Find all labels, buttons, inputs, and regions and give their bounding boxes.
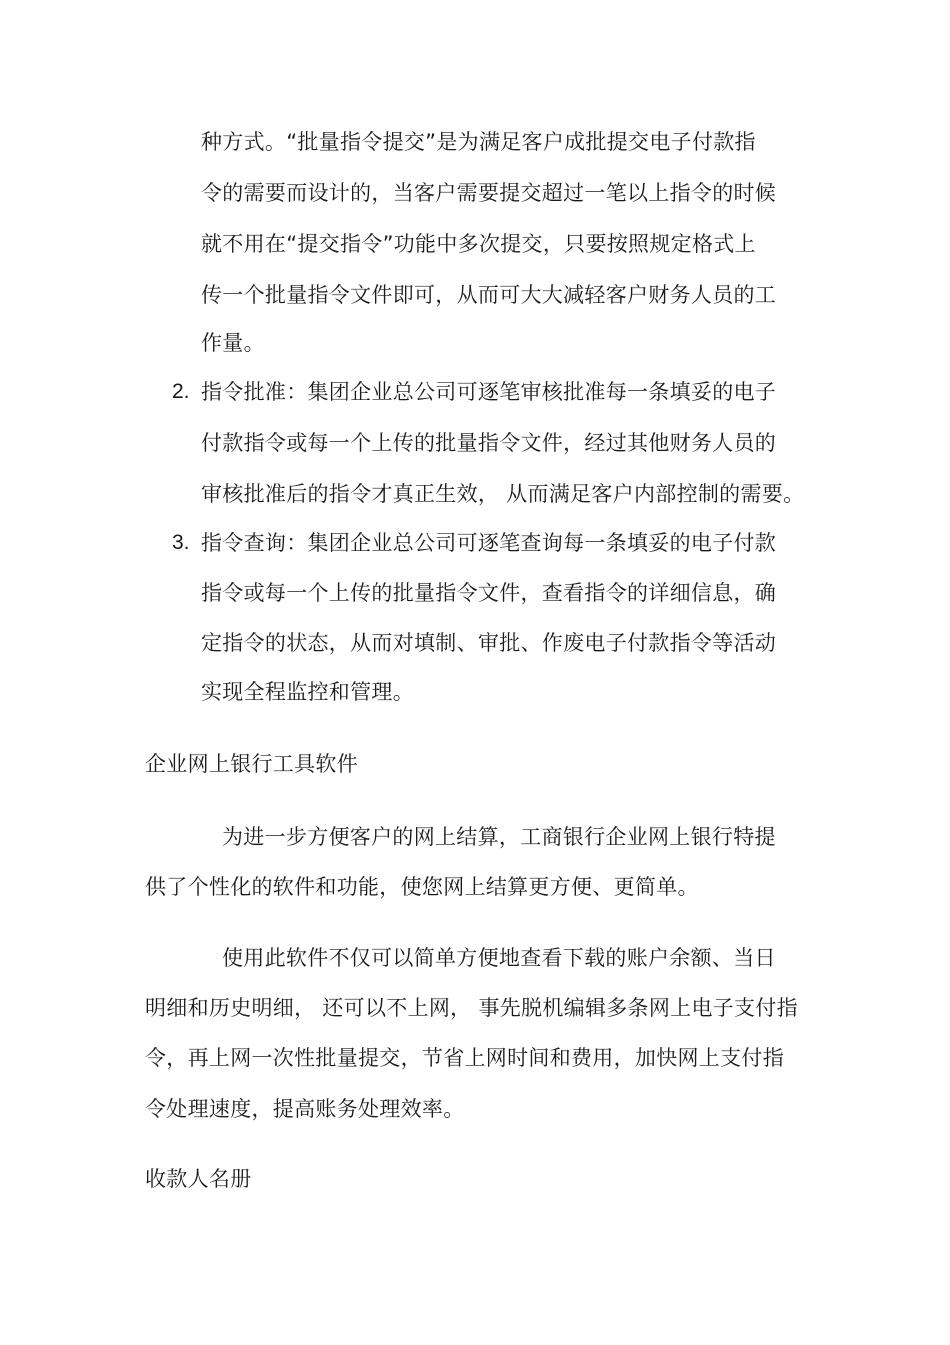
list-item-3-line-3: 定指令的状态，从而对填制、审批、作废电子付款指令等活动 [201, 631, 777, 655]
paragraph-2-line-3: 令，再上网一次性批量提交，节省上网时间和费用，加快网上支付指 [145, 1046, 784, 1070]
list-item-2-line-2: 付款指令或每一个上传的批量指令文件，经过其他财务人员的 [201, 431, 777, 455]
paragraph-2-line-1: 使用此软件不仅可以简单方便地查看下载的账户余额、当日 [222, 946, 776, 970]
list-item-2-line-3: 审核批准后的指令才真正生效， 从而满足客户内部控制的需要。 [201, 482, 805, 506]
list-item-1-line-3: 就不用在“提交指令”功能中多次提交，只要按照规定格式上 [201, 232, 756, 256]
list-item-1-line-1: 种方式。“批量指令提交”是为满足客户成批提交电子付款指 [201, 130, 756, 154]
list-item-1-line-4: 传一个批量指令文件即可，从而可大大减轻客户财务人员的工 [201, 283, 777, 307]
list-item-1-line-2: 令的需要而设计的，当客户需要提交超过一笔以上指令的时候 [201, 181, 777, 205]
list-item-1-line-5: 作量。 [201, 331, 265, 355]
paragraph-1-line-1: 为进一步方便客户的网上结算，工商银行企业网上银行特提 [222, 825, 776, 849]
section-heading-payee: 收款人名册 [145, 1167, 252, 1191]
list-item-3-line-1: 指令查询：集团企业总公司可逐笔查询每一条填妥的电子付款 [201, 531, 777, 555]
paragraph-2-line-2: 明细和历史明细， 还可以不上网， 事先脱机编辑多条网上电子支付指 [145, 996, 798, 1020]
list-item-3-number: 3. [172, 531, 190, 554]
list-item-2-number: 2. [172, 380, 190, 403]
section-heading-tools: 企业网上银行工具软件 [145, 752, 358, 776]
paragraph-2-line-4: 令处理速度，提高账务处理效率。 [145, 1097, 465, 1121]
list-item-3-line-2: 指令或每一个上传的批量指令文件，查看指令的详细信息，确 [201, 581, 777, 605]
list-item-2-line-1: 指令批准：集团企业总公司可逐笔审核批准每一条填妥的电子 [201, 380, 777, 404]
list-item-3-line-4: 实现全程监控和管理。 [201, 680, 414, 704]
paragraph-1-line-2: 供了个性化的软件和功能，使您网上结算更方便、更简单。 [145, 875, 699, 899]
